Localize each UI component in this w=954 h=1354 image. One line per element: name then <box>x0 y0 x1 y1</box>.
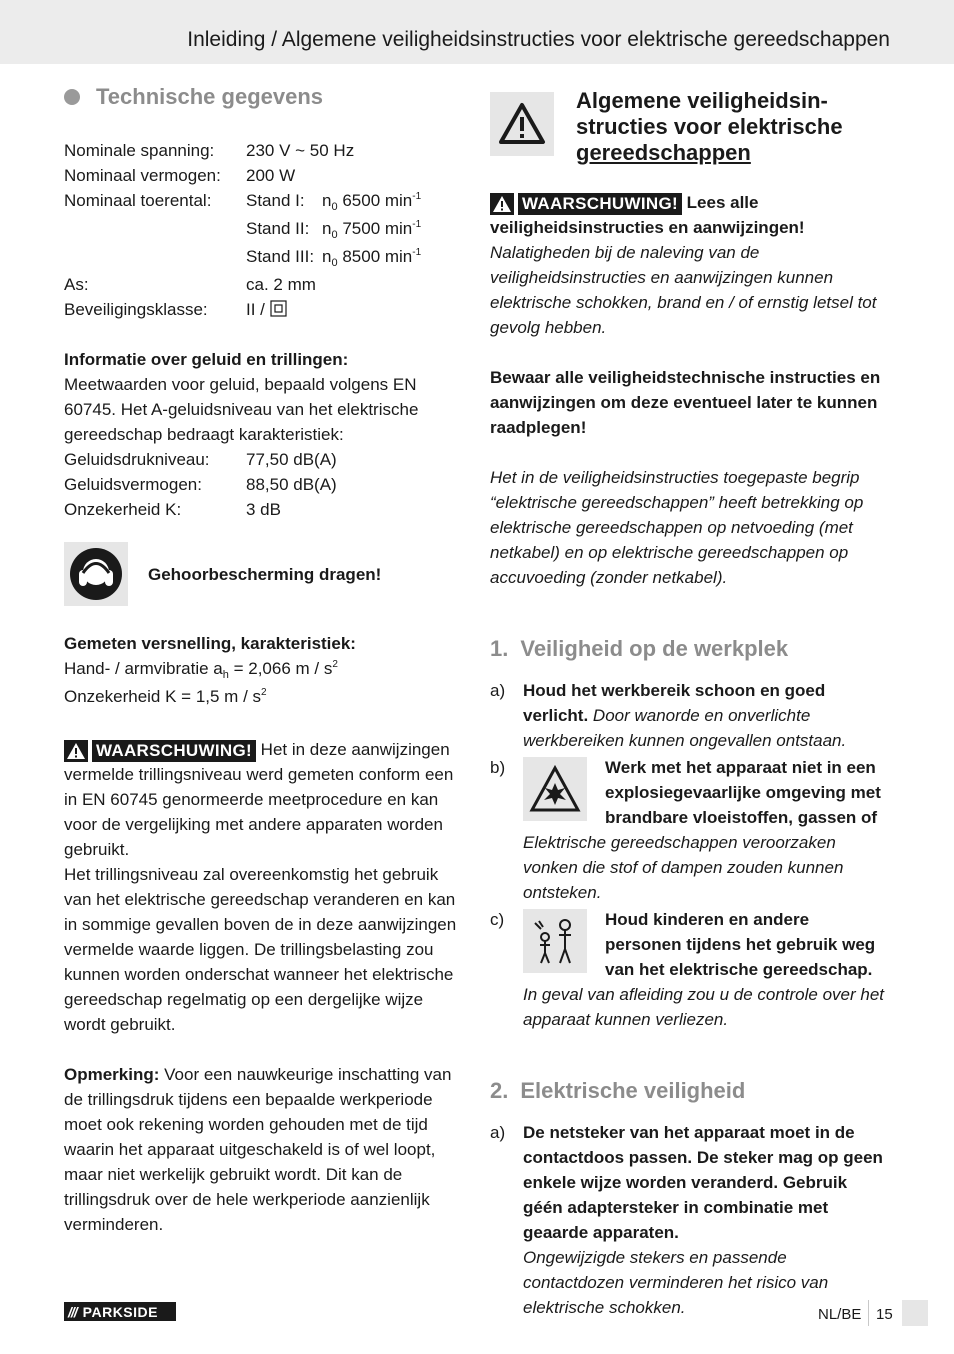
vibration-warning: WAARSCHUWING! Het in deze aanwijzingen vermelde trillingsniveau werd gemeten conform een in EN 60745 genormeerde meetprocedure en kan voor de vergelijking met andere apparaten worden gebruikt. Het trillingsniveau zal overeenkomstig het gebruik van het elektrische gereedschap veranderen en kan in sommige gevallen boven de in deze aanwijzingen vermelde waarde liggen. De trillingsbelasting zou kunnen worden onderschat wanneer het elektrische gereedschap regelmatig op een dergelijke wijze wordt gebruikt. <box>64 740 457 1034</box>
hearing-protection-label: Gehoorbescherming dragen! <box>148 564 382 584</box>
ear-protection-icon <box>64 542 128 606</box>
sound-heading: Informatie over geluid en trillingen: <box>64 350 349 369</box>
section-2-title: 2. Elektrische veiligheid <box>490 1078 746 1103</box>
speed-row: Stand I: $n_0$ 6500 $\min^{-1}$ <box>246 191 422 213</box>
spec-label: As: <box>64 275 89 294</box>
vibration-block: Gemeten versnelling, karakteristiek: Hand- / armvibratie $a_h = 2,066$ m / $s^2$ Onzekerheid K = 1,5 m / $s^2$ <box>64 634 356 706</box>
spec-label: Nominaal toerental: <box>64 191 212 210</box>
spec-value: 230 V ~ 50 Hz <box>246 141 355 160</box>
parkside-logo: /// PARKSIDE <box>64 1302 176 1321</box>
spec-value: ca. 2 mm <box>246 275 316 294</box>
double-insulation-icon <box>270 300 287 317</box>
footer-tab-box <box>902 1300 928 1326</box>
list-item: c) Houd kinderen en andere personen tijdens het gebruik weg van het elektrische gereedschap. <box>490 910 876 979</box>
speed-row: Stand II: $n_0$ 7500 $\min^{-1}$ <box>246 219 422 241</box>
right-column <box>490 88 890 1320</box>
spec-label: Nominale spanning: <box>64 141 215 160</box>
explosion-hazard-icon <box>523 757 587 821</box>
tech-section-title: Technische gegevens <box>64 82 464 112</box>
section-1-title: 1. Veiligheid op de werkplek <box>490 636 789 661</box>
sound-block <box>64 347 464 522</box>
list-item: a) Houd het werkbereik schoon en goed verlicht. Door wanorde en onverlichte werkbereiken kunnen ongevallen ontstaan. <box>490 681 847 750</box>
hearing-protection-row <box>64 542 464 606</box>
list-item-continuation: In geval van afleiding zou u de controle over het apparaat kunnen verliezen. <box>523 985 885 1029</box>
page-number: 15 <box>876 1306 893 1323</box>
sound-intro: Meetwaarden voor geluid, bepaald volgens EN 60745. Het A-geluidsniveau van het elektrische gereedschap bedraagt karakteristiek: <box>64 375 419 444</box>
list-item: a) De netsteker van het apparaat moet in de contactdoos passen. De steker mag op geen enkele wijze worden veranderd. Gebruik géén adaptersteker in combinatie met geaarde apparaten. Ongewijzigde stekers en passende contactdozen verminderen het risico van elektrische schokken. <box>490 1123 883 1317</box>
footer-divider <box>868 1300 869 1326</box>
note-block: Opmerking: Voor een nauwkeurige inschatting van de trillingsdruk tijdens een bepaalde werkperiode moet ook rekening worden gehouden met de tijd waarin het apparaat uitgeschakeld is of wel loopt, maar niet werkelijk gebruikt wordt. Dit kan de trillingsdruk over de hele werkperiode aanzienlijk verminderen. <box>64 1065 452 1234</box>
warning-badge: WAARSCHUWING! <box>64 740 256 762</box>
warning-triangle-icon <box>64 740 88 762</box>
bullet-dot-icon <box>64 89 80 105</box>
read-instructions-warning: WAARSCHUWING! Lees alle veiligheidsinstructies en aanwijzingen! Nalatigheden bij de naleving van de veiligheidsinstructies en aanwijzingen kunnen elektrische schokken, brand en / of ernstig letsel tot gevolg hebben. <box>490 193 877 337</box>
list-item-continuation: Elektrische gereedschappen veroorzaken vonken die stof of dampen zouden kunnen ontsteken. <box>523 833 844 902</box>
spec-value: 200 W <box>246 166 296 185</box>
list-item: b) Werk met het apparaat niet in een explosiegevaarlijke omgeving met brandbare vloeistoffen, gassen of <box>490 758 881 827</box>
general-safety-header <box>490 88 890 166</box>
speed-row: Stand III: $n_0$ 8500 $\min^{-1}$ <box>246 247 422 269</box>
page-header-title: Inleiding / Algemene veiligheidsinstructies voor elektrische gereedschappen <box>187 28 890 51</box>
definition-text: Het in de veiligheidsinstructies toegepaste begrip “elektrische gereedschappen” heeft betrekking op elektrische gereedschappen op netvoeding (met netkabel) en op elektrische gereedschappen op accuvoeding (zonder netkabel). <box>490 468 864 587</box>
left-column <box>64 82 464 1237</box>
warning-badge: WAARSCHUWING! <box>490 193 682 215</box>
spec-label: Beveiligingsklasse: <box>64 300 208 319</box>
spec-value: II / <box>246 297 464 322</box>
tech-spec-table <box>64 138 464 322</box>
general-safety-title: Algemene veiligheidsin- structies voor elektrische gereedschappen <box>576 88 843 165</box>
footer-language: NL/BE <box>818 1306 862 1323</box>
keep-children-away-icon <box>523 909 587 973</box>
warning-triangle-icon <box>490 193 514 215</box>
warning-triangle-icon <box>490 92 554 156</box>
sound-table: Geluidsdrukniveau: 77,50 dB(A) Geluidsvermogen: 88,50 dB(A) Onzekerheid K: 3 dB <box>64 450 337 519</box>
keep-instructions-text: Bewaar alle veiligheidstechnische instructies en aanwijzingen om deze eventueel later te kunnen raadplegen! <box>490 368 881 437</box>
spec-label: Nominaal vermogen: <box>64 166 221 185</box>
